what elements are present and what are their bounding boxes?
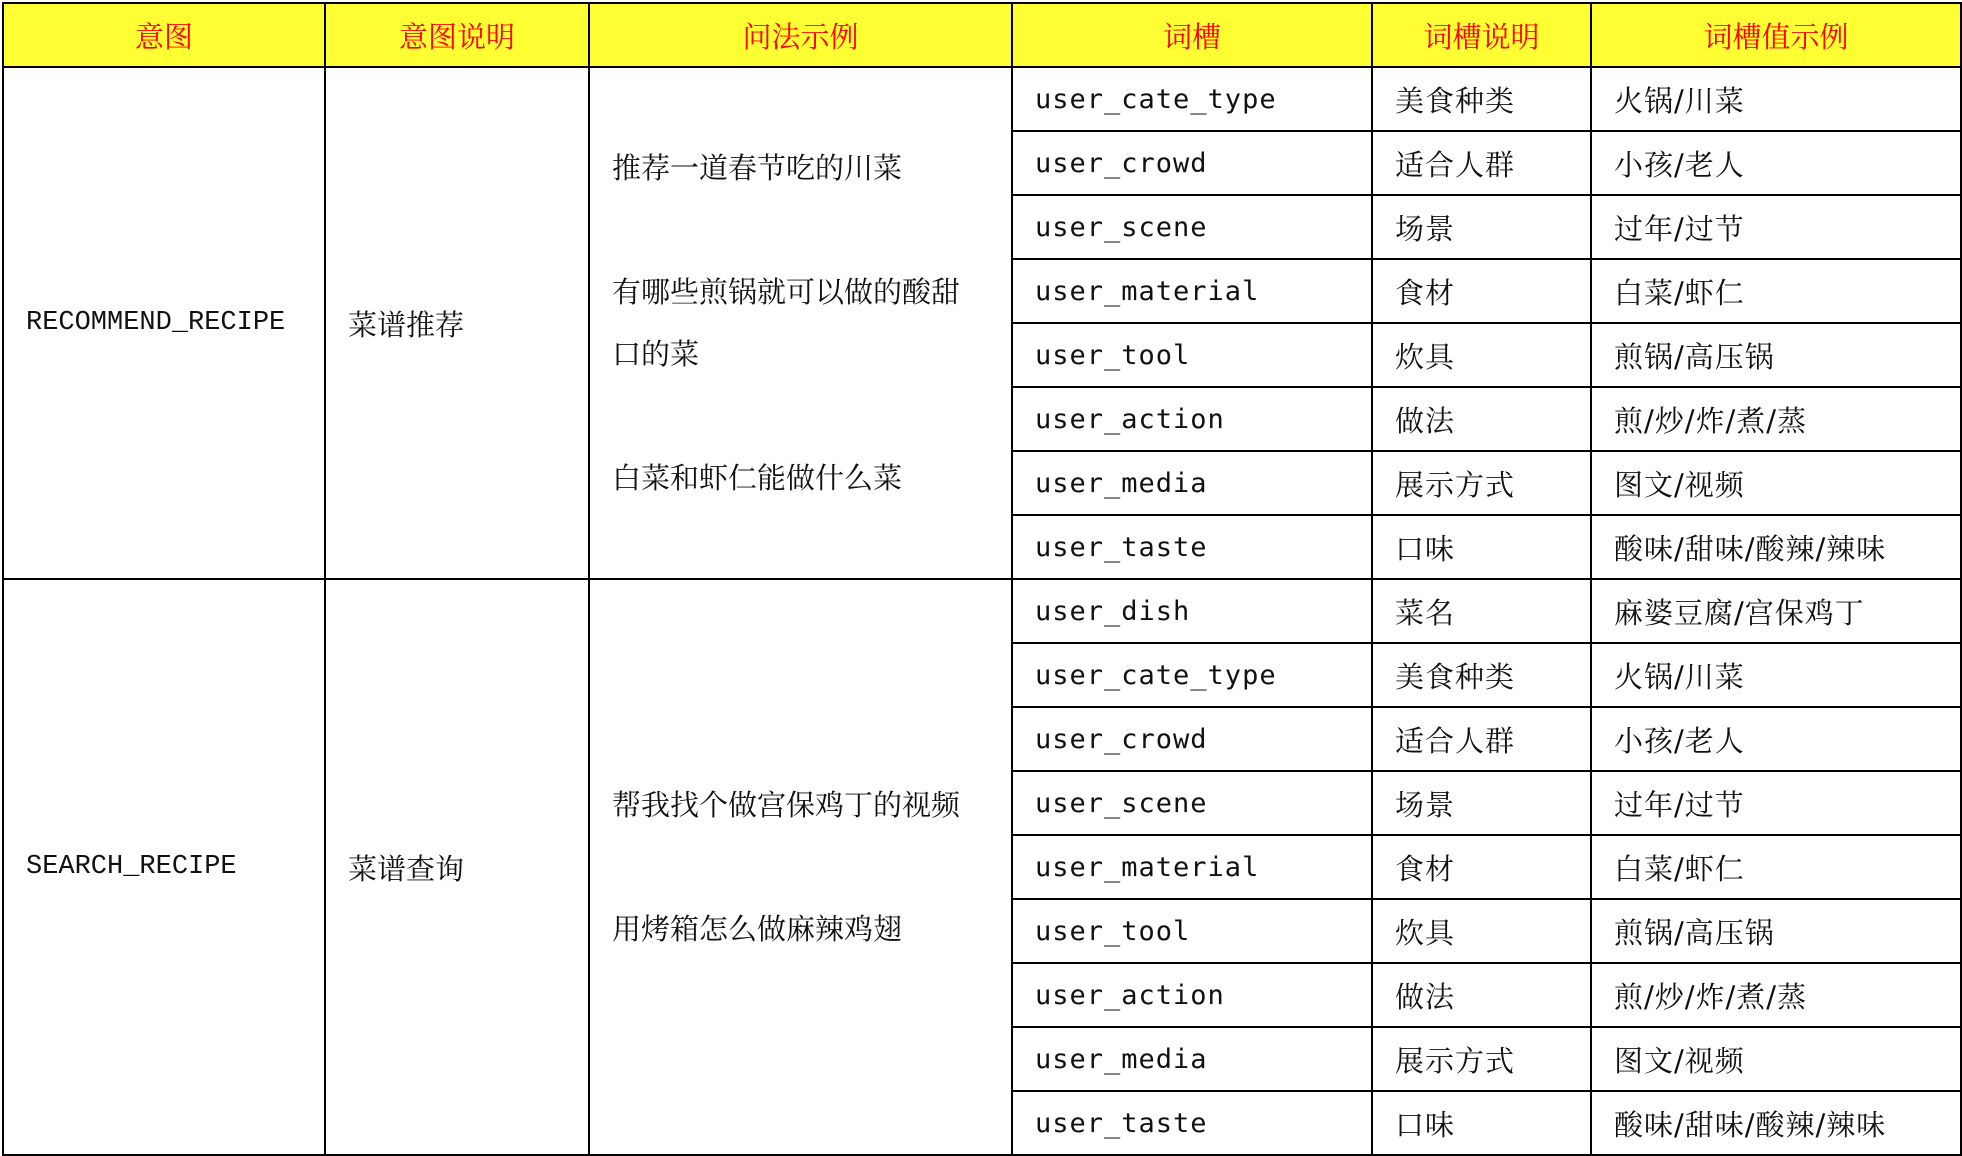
header-intent: 意图 [3,3,325,67]
header-row [3,3,1961,67]
slot-name-cell: user_action [1012,387,1372,451]
slot-description-cell: 炊具 [1372,323,1591,387]
slot-description-cell: 食材 [1372,259,1591,323]
question-example: 白菜和虾仁能做什么菜 [612,461,903,495]
slot-value-example-cell: 小孩/老人 [1591,131,1961,195]
slot-name-cell: user_dish [1012,579,1372,643]
table-row [3,67,1961,131]
slot-name-cell: user_taste [1012,1091,1372,1155]
slot-value-example-cell: 过年/过节 [1591,195,1961,259]
question-examples-cell [589,67,1012,579]
slot-name-cell: user_crowd [1012,707,1372,771]
slot-value-example-cell: 白菜/虾仁 [1591,835,1961,899]
intent-slot-table [2,2,1962,1156]
slot-name-cell: user_action [1012,963,1372,1027]
slot-value-example-cell: 火锅/川菜 [1591,643,1961,707]
slot-value-example-cell: 图文/视频 [1591,451,1961,515]
question-example: 帮我找个做宫保鸡丁的视频 [612,788,961,822]
slot-description-cell: 口味 [1372,1091,1591,1155]
slot-value-example-cell: 图文/视频 [1591,1027,1961,1091]
slot-name-cell: user_tool [1012,899,1372,963]
slot-value-example-cell: 酸味/甜味/酸辣/辣味 [1591,515,1961,579]
slot-name-cell: user_cate_type [1012,67,1372,131]
slot-name-cell: user_taste [1012,515,1372,579]
intent-cell: RECOMMEND_RECIPE [3,67,325,579]
slot-name-cell: user_scene [1012,195,1372,259]
header-slot: 词槽 [1012,3,1372,67]
slot-value-example-cell: 煎锅/高压锅 [1591,323,1961,387]
slot-name-cell: user_material [1012,259,1372,323]
slot-description-cell: 做法 [1372,387,1591,451]
intent-description-cell: 菜谱推荐 [325,67,589,579]
slot-description-cell: 美食种类 [1372,643,1591,707]
question-example: 有哪些煎锅就可以做的酸甜口的菜 [612,275,961,371]
intent-description-cell: 菜谱查询 [325,579,589,1155]
question-example: 用烤箱怎么做麻辣鸡翅 [612,912,903,946]
slot-description-cell: 场景 [1372,195,1591,259]
slot-value-example-cell: 酸味/甜味/酸辣/辣味 [1591,1091,1961,1155]
slot-name-cell: user_material [1012,835,1372,899]
slot-description-cell: 菜名 [1372,579,1591,643]
slot-description-cell: 食材 [1372,835,1591,899]
header-slot-description: 词槽说明 [1372,3,1591,67]
slot-value-example-cell: 麻婆豆腐/宫保鸡丁 [1591,579,1961,643]
slot-value-example-cell: 小孩/老人 [1591,707,1961,771]
header-question-examples: 问法示例 [589,3,1012,67]
table-row [3,579,1961,643]
slot-description-cell: 适合人群 [1372,707,1591,771]
slot-description-cell: 口味 [1372,515,1591,579]
slot-value-example-cell: 煎锅/高压锅 [1591,899,1961,963]
slot-name-cell: user_media [1012,1027,1372,1091]
slot-description-cell: 适合人群 [1372,131,1591,195]
slot-value-example-cell: 煎/炒/炸/煮/蒸 [1591,387,1961,451]
slot-value-example-cell: 过年/过节 [1591,771,1961,835]
slot-description-cell: 美食种类 [1372,67,1591,131]
slot-value-example-cell: 白菜/虾仁 [1591,259,1961,323]
slot-description-cell: 展示方式 [1372,1027,1591,1091]
question-examples-cell [589,579,1012,1155]
slot-name-cell: user_cate_type [1012,643,1372,707]
table-body [3,67,1961,1155]
slot-name-cell: user_media [1012,451,1372,515]
header-slot-value-examples: 词槽值示例 [1591,3,1961,67]
question-example: 推荐一道春节吃的川菜 [612,151,903,185]
slot-description-cell: 炊具 [1372,899,1591,963]
slot-name-cell: user_tool [1012,323,1372,387]
slot-value-example-cell: 火锅/川菜 [1591,67,1961,131]
slot-name-cell: user_scene [1012,771,1372,835]
slot-description-cell: 做法 [1372,963,1591,1027]
header-intent-description: 意图说明 [325,3,589,67]
slot-description-cell: 展示方式 [1372,451,1591,515]
slot-name-cell: user_crowd [1012,131,1372,195]
intent-cell: SEARCH_RECIPE [3,579,325,1155]
slot-description-cell: 场景 [1372,771,1591,835]
slot-value-example-cell: 煎/炒/炸/煮/蒸 [1591,963,1961,1027]
